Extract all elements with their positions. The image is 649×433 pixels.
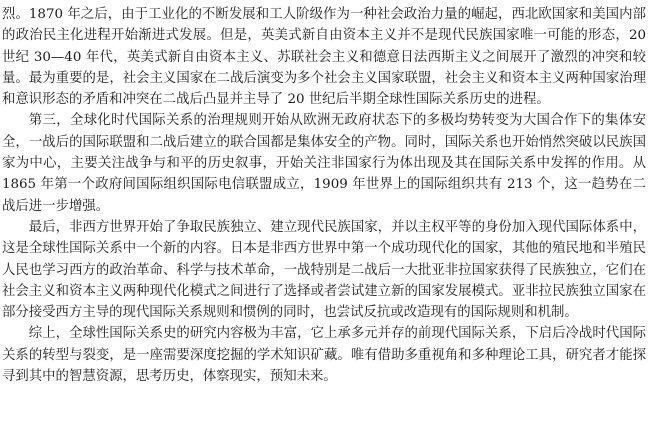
paragraph-conclusion: 综上，全球性国际关系史的研究内容极为丰富，它上承多元并存的前现代国际关系，下启后冷战时代国际关系的转型与裂变，是一座需要深度挖掘的学术知识矿藏。唯有借助多重视角和多种理论工具，研究者才能探寻到其中的智慧资源，思考历史，体察现实，预知未来。	[2, 326, 646, 385]
paragraph-final-point: 最后，非西方世界开始了争取民族独立、建立现代民族国家，并以主权平等的身份加入现代国际体系中，这是全球性国际关系中一个新的内容。日本是非西方世界中第一个成功现代化的国家，其他的殖民地和半殖民人民也学习西方的政治革命、科学与技术革命，一战特别是二战后一大批亚非拉国家获得了民族独立，它们在社会主义和资本主义两种现代化模式之间进行了选择或者尝试建立新的国家发展模式。亚非拉民族独立国家在部分接受西方主导的现代国际关系规则和惯例的同时，也尝试反抗或改造现有的国际规则和机制。	[2, 219, 646, 321]
paragraph-third-point: 第三，全球化时代国际关系的治理规则开始从欧洲无政府状态下的多极均势转变为大国合作下的集体安全，一战后的国际联盟和二战后建立的联合国都是集体安全的产物。同时，国际关系也开始悄然突破以民族国家为中心，主要关注战争与和平的历史叙事，开始关注非国家行为体出现及其在国际关系中发挥的作用。从 1865 年第一个政府间国际组织国际电信联盟成立，1909 年世界上的国际组织共有 213 个，这一趋势在二战后进一步增强。	[2, 113, 646, 214]
paragraph-continuation: 烈。1870 年之后，由于工业化的不断发展和工人阶级作为一种社会政治力量的崛起，西北欧国家和美国内部的政治民主化进程开始渐进式发展。但是，英美式新自由资本主义并不是现代民族国家唯一可能的形态，20 世纪 30—40 年代，英美式新自由资本主义、苏联社会主义和德意日法西斯主义之间展开了激烈的冲突和较量。最为重要的是，社会主义国家在二战后演变为多个社会主义国家联盟，社会主义和资本主义两种国家治理和意识形态的矛盾和冲突在二战后凸显并主导了 20 世纪后半期全球性国际关系历史的进程。	[2, 7, 646, 108]
document-body	[2, 4, 646, 387]
